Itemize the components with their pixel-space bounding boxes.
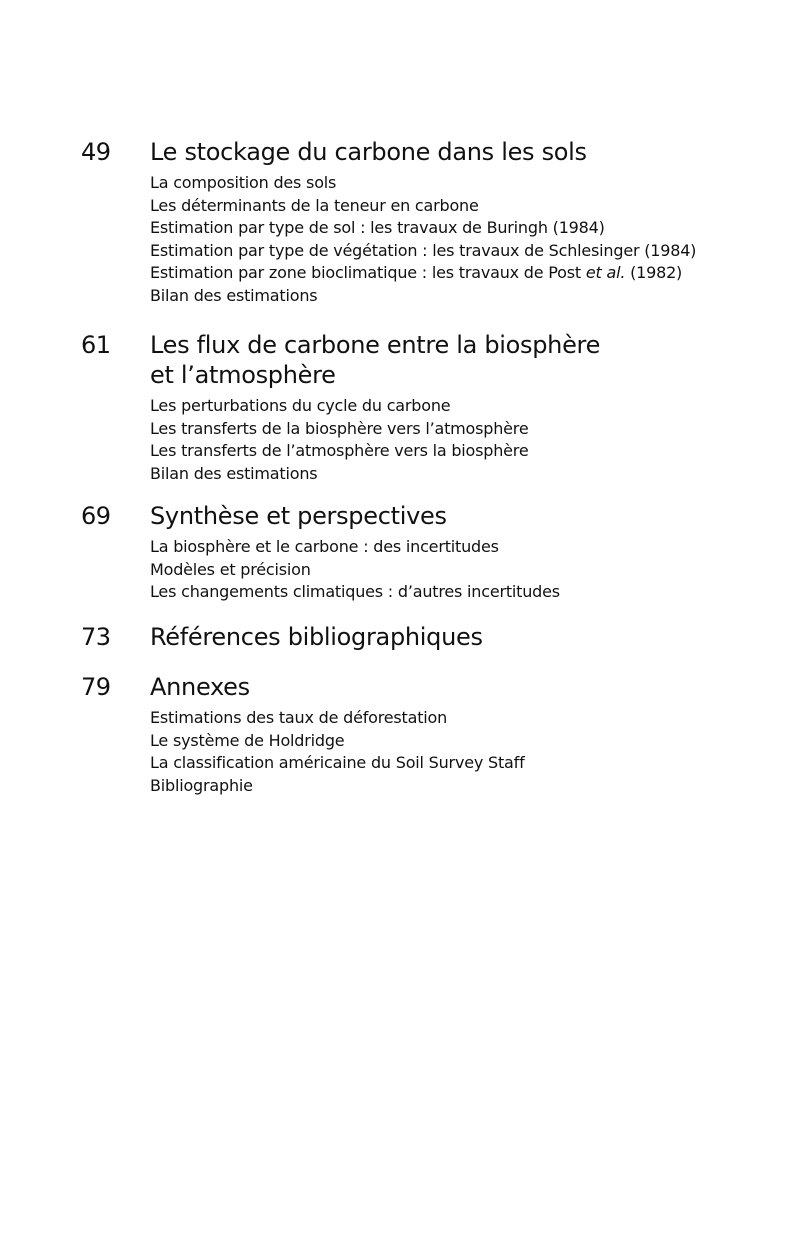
toc-subsection[interactable]: La composition des sols: [150, 173, 337, 192]
toc-page-number: 79: [81, 673, 111, 701]
toc-subsection[interactable]: Estimation par type de sol : les travaux de Buringh (1984): [150, 218, 605, 237]
toc-subsection[interactable]: Modèles et précision: [150, 559, 311, 579]
toc-subsection[interactable]: Estimation par type de végétation : les travaux de Schlesinger (1984): [150, 240, 697, 260]
toc-subsection-text: Estimation par zone bioclimatique : les travaux de Post: [150, 263, 586, 282]
toc-entry-title[interactable]: [150, 501, 770, 531]
toc-entry-title-line: et l’atmosphère: [150, 361, 336, 389]
toc-subsection[interactable]: Les transferts de l’atmosphère vers la biosphère: [150, 441, 529, 460]
toc-subsection-list: [150, 707, 770, 797]
toc-entry-body: [150, 501, 770, 604]
toc-subsection[interactable]: Bilan des estimations: [150, 285, 318, 305]
toc-subsection[interactable]: Bilan des estimations: [150, 463, 318, 483]
toc-subsection-text: (1982): [625, 263, 683, 282]
toc-subsection[interactable]: [150, 262, 770, 285]
toc-subsection[interactable]: La classification américaine du Soil Survey Staff: [150, 753, 525, 772]
toc-subsection[interactable]: Bibliographie: [150, 775, 253, 795]
toc-entry-title-line: Synthèse et perspectives: [150, 502, 447, 530]
toc-subsection[interactable]: Les déterminants de la teneur en carbone: [150, 195, 479, 215]
toc-page-number: 69: [81, 502, 111, 530]
toc-subsection-italic: et al.: [585, 263, 626, 282]
toc-entry-body: [150, 672, 770, 797]
toc-subsection-list: [150, 536, 770, 604]
toc-entry-title-line: Références bibliographiques: [150, 623, 483, 651]
toc-page-number: 49: [81, 138, 111, 166]
toc-page-number: 73: [81, 623, 111, 651]
toc-entry-title[interactable]: [150, 622, 770, 652]
toc-subsection[interactable]: Les changements climatiques : d’autres incertitudes: [150, 582, 560, 601]
toc-entry-title-line: Annexes: [150, 673, 250, 701]
toc-subsection[interactable]: Les perturbations du cycle du carbone: [150, 396, 451, 415]
toc-subsection[interactable]: La biosphère et le carbone : des incertitudes: [150, 537, 499, 556]
toc-entry-title-line: Les flux de carbone entre la biosphère: [150, 331, 601, 359]
toc-subsection-list: [150, 172, 770, 307]
toc-entry-title[interactable]: [150, 330, 770, 390]
toc-subsection[interactable]: Les transferts de la biosphère vers l’atmosphère: [150, 418, 529, 438]
toc-subsection-list: [150, 395, 770, 485]
toc-entry-body: [150, 622, 770, 652]
toc-entry-body: [150, 137, 770, 307]
toc-subsection[interactable]: Le système de Holdridge: [150, 730, 345, 750]
toc-page-number: 61: [81, 331, 111, 359]
toc-subsection[interactable]: Estimations des taux de déforestation: [150, 708, 448, 727]
toc-entry-title-line: Le stockage du carbone dans les sols: [150, 138, 587, 166]
toc-entry-title[interactable]: [150, 672, 770, 702]
toc-entry-title[interactable]: [150, 137, 770, 167]
toc-entry-body: [150, 330, 770, 485]
